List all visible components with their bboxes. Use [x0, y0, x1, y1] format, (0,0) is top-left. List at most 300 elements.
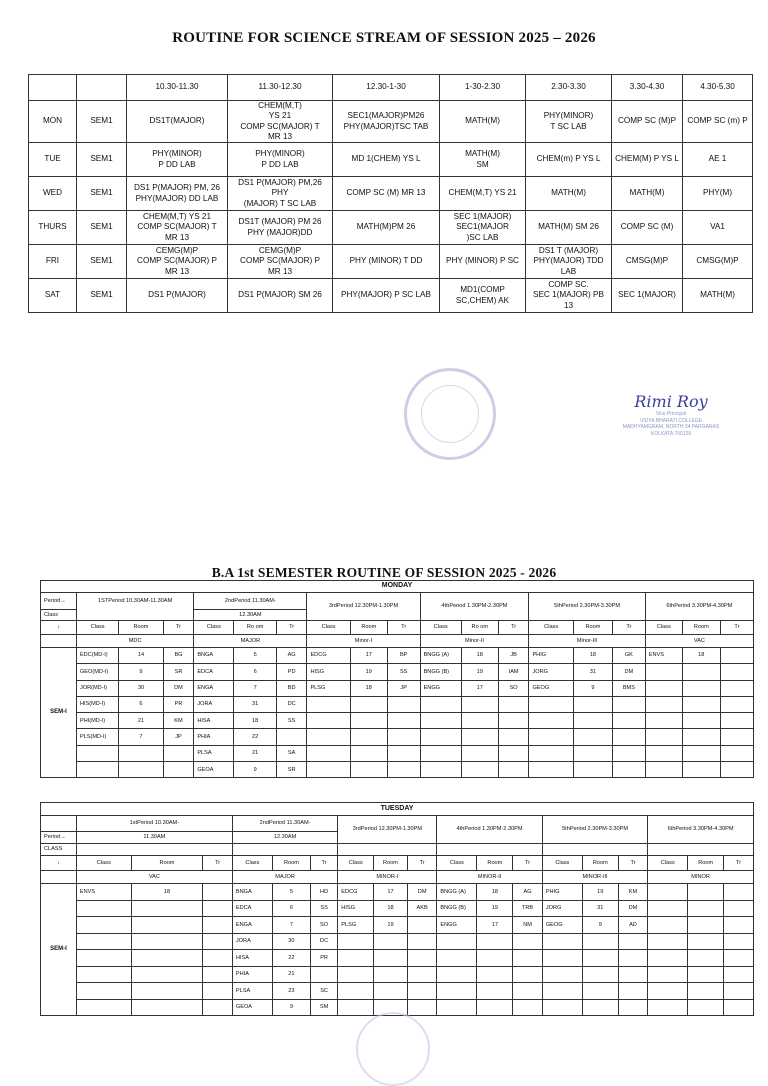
table-cell: 19 — [582, 884, 618, 901]
table-cell: HISG — [338, 900, 374, 917]
table-cell — [645, 713, 682, 729]
table-cell: JOR(MD-I) — [76, 680, 118, 696]
table-cell — [76, 999, 131, 1016]
class-cell: PHY(MINOR) T SC LAB — [526, 101, 612, 143]
signature-block — [596, 392, 746, 437]
column-head: Class — [194, 621, 234, 635]
table-cell — [203, 917, 233, 934]
table-cell: HISG — [307, 664, 350, 680]
table-cell — [310, 966, 337, 983]
table-cell — [131, 999, 203, 1016]
column-head: Tr — [618, 856, 648, 871]
semester-cell: SEM1 — [77, 279, 127, 313]
class-cell: MATH(M) — [683, 279, 753, 313]
table-cell: KM — [618, 884, 648, 901]
table-cell — [529, 713, 573, 729]
table-cell: 6 — [119, 696, 163, 712]
class-cell: CMSG(M)P — [612, 245, 683, 279]
class-cell: SEC 1(MAJOR) — [612, 279, 683, 313]
science-table-body — [29, 101, 753, 313]
table-cell: 21 — [119, 713, 163, 729]
tuesday-routine-table — [40, 802, 754, 1016]
table-cell: BNGG (B) — [437, 900, 477, 917]
table-cell — [582, 933, 618, 950]
table-cell: PLS(MD-I) — [76, 729, 118, 745]
table-cell — [618, 933, 648, 950]
period-2-heading: 2ndPeriod 11.30AM- — [232, 816, 337, 832]
table-cell — [682, 713, 720, 729]
table-cell: 7 — [119, 729, 163, 745]
table-cell — [498, 713, 529, 729]
day-cell: THURS — [29, 211, 77, 245]
table-cell — [338, 999, 374, 1016]
table-cell — [648, 917, 688, 934]
table-cell: 21 — [272, 966, 310, 983]
table-cell — [131, 900, 203, 917]
class-cell: DS1 P(MAJOR) PM,26 PHY (MAJOR) T SC LAB — [228, 177, 333, 211]
column-head: Tr — [720, 621, 753, 635]
table-cell — [542, 933, 582, 950]
table-cell: 18 — [374, 900, 408, 917]
table-cell — [437, 966, 477, 983]
table-cell: 18 — [350, 680, 387, 696]
table-cell — [437, 983, 477, 1000]
table-cell — [437, 999, 477, 1016]
table-row — [41, 950, 754, 967]
table-cell: AD — [618, 917, 648, 934]
column-head: Tr — [407, 856, 437, 871]
table-cell: SS — [276, 713, 307, 729]
table-cell: PD — [276, 664, 307, 680]
science-row — [29, 245, 753, 279]
semester-cell: SEM1 — [77, 211, 127, 245]
table-cell: 23 — [272, 983, 310, 1000]
table-cell: 21 — [234, 745, 276, 761]
table-cell — [724, 933, 754, 950]
table-cell — [612, 729, 645, 745]
table-row — [41, 762, 754, 778]
table-cell: EDCG — [307, 648, 350, 664]
subject-group: MAJOR — [194, 635, 307, 648]
table-cell — [203, 983, 233, 1000]
table-cell — [645, 696, 682, 712]
table-cell: 6 — [234, 664, 276, 680]
table-cell: PR — [310, 950, 337, 967]
table-cell — [529, 762, 573, 778]
table-cell — [420, 696, 461, 712]
table-cell: 9 — [582, 917, 618, 934]
table-cell: AG — [513, 884, 543, 901]
class-cell: PHY(MINOR) P DD LAB — [127, 143, 228, 177]
science-header-cell — [29, 75, 77, 101]
table-cell — [338, 966, 374, 983]
table-cell: 18 — [131, 884, 203, 901]
table-cell — [338, 983, 374, 1000]
subject-group: VAC — [645, 635, 753, 648]
table-cell — [350, 713, 387, 729]
table-cell — [645, 680, 682, 696]
science-row — [29, 177, 753, 211]
period-4-heading: 4thPeriod 1.30PM-2.30PM — [420, 593, 529, 621]
science-row — [29, 143, 753, 177]
table-cell — [682, 680, 720, 696]
column-head: Tr — [310, 856, 337, 871]
table-cell — [437, 933, 477, 950]
table-cell — [461, 696, 498, 712]
table-row — [41, 917, 754, 934]
class-cell: DS1T (MAJOR) PM 26 PHY (MAJOR)DD — [228, 211, 333, 245]
class-cell: DS1T(MAJOR) — [127, 101, 228, 143]
table-cell — [513, 950, 543, 967]
semester-cell: SEM1 — [77, 245, 127, 279]
table-cell — [307, 762, 350, 778]
semester-cell: SEM1 — [77, 177, 127, 211]
table-cell — [648, 950, 688, 967]
table-cell: AKB — [407, 900, 437, 917]
table-cell — [573, 696, 612, 712]
table-cell — [374, 966, 408, 983]
table-cell: PR — [163, 696, 194, 712]
table-cell: 9 — [119, 664, 163, 680]
period-5-heading: 5thPeriod 2.30PM-3.30PM — [529, 593, 645, 621]
class-cell: MATH(M) — [612, 177, 683, 211]
period-2-heading-cont: 12.30AM — [194, 610, 307, 621]
table-cell: 9 — [272, 999, 310, 1016]
monday-routine-table — [40, 580, 754, 778]
table-cell — [648, 966, 688, 983]
column-head: Tr — [163, 621, 194, 635]
table-cell — [461, 713, 498, 729]
table-cell: PHIG — [542, 884, 582, 901]
table-cell — [131, 950, 203, 967]
column-head: Class — [76, 621, 118, 635]
table-cell — [513, 983, 543, 1000]
table-cell — [724, 917, 754, 934]
table-cell — [119, 745, 163, 761]
table-cell: 30 — [272, 933, 310, 950]
table-cell: SC — [310, 983, 337, 1000]
table-cell: BNGG (B) — [420, 664, 461, 680]
period-1-heading: 1stPeriod 10.30AM- — [76, 816, 232, 832]
table-cell: PHIA — [194, 729, 234, 745]
class-cell: COMP SC (M)P — [612, 101, 683, 143]
day-cell: FRI — [29, 245, 77, 279]
table-cell — [477, 966, 513, 983]
table-cell: 17 — [374, 884, 408, 901]
table-cell — [724, 884, 754, 901]
table-cell — [131, 933, 203, 950]
table-cell: HISA — [232, 950, 272, 967]
table-cell: PHIG — [529, 648, 573, 664]
table-cell — [688, 950, 724, 967]
table-cell — [276, 729, 307, 745]
class-cell: MD 1(CHEM) YS L — [333, 143, 440, 177]
table-row — [41, 729, 754, 745]
table-cell — [420, 729, 461, 745]
table-cell: 14 — [119, 648, 163, 664]
table-cell — [477, 983, 513, 1000]
column-head: Class — [645, 621, 682, 635]
table-cell — [612, 762, 645, 778]
table-cell: DC — [310, 933, 337, 950]
table-cell — [682, 745, 720, 761]
column-head: Tr — [276, 621, 307, 635]
period-label: Period→ — [41, 593, 77, 610]
table-cell — [76, 950, 131, 967]
column-head: Class — [542, 856, 582, 871]
table-cell: BP — [387, 648, 420, 664]
column-head: Tr — [203, 856, 233, 871]
semester-cell: SEM-I — [41, 648, 77, 778]
signature: Rimi Roy — [634, 392, 708, 411]
table-cell — [582, 966, 618, 983]
table-cell — [648, 933, 688, 950]
table-cell: KM — [163, 713, 194, 729]
table-cell — [387, 696, 420, 712]
table-cell — [618, 966, 648, 983]
column-head: Room — [131, 856, 203, 871]
college-seal — [404, 368, 496, 460]
table-cell — [387, 713, 420, 729]
table-cell — [682, 762, 720, 778]
period-5-heading: 5thPeriod 2.30PM-3.30PM — [542, 816, 647, 844]
table-cell — [437, 950, 477, 967]
column-head: Tr — [387, 621, 420, 635]
table-cell — [407, 999, 437, 1016]
table-cell — [407, 933, 437, 950]
column-head: Class — [420, 621, 461, 635]
table-cell — [131, 983, 203, 1000]
subject-group: MINOR — [648, 871, 754, 884]
table-cell: SM — [310, 999, 337, 1016]
science-header-row — [29, 75, 753, 101]
column-head: Class — [648, 856, 688, 871]
class-cell: CHEM(M) P YS L — [612, 143, 683, 177]
science-header-cell — [77, 75, 127, 101]
science-header-cell: 11.30-12.30 — [228, 75, 333, 101]
table-cell: BNGA — [232, 884, 272, 901]
table-cell — [618, 983, 648, 1000]
table-cell: 22 — [234, 729, 276, 745]
table-cell — [131, 917, 203, 934]
table-cell — [648, 884, 688, 901]
table-cell — [307, 696, 350, 712]
column-head: Class — [338, 856, 374, 871]
day-cell: MON — [29, 101, 77, 143]
table-cell: ENVS — [645, 648, 682, 664]
table-cell — [688, 884, 724, 901]
table-cell — [338, 950, 374, 967]
table-cell: TRB — [513, 900, 543, 917]
column-head: Class — [232, 856, 272, 871]
period-2-heading: 2ndPeriod 11.30AM- — [194, 593, 307, 610]
table-cell — [688, 999, 724, 1016]
table-cell: 17 — [461, 680, 498, 696]
signature-line: Vice Principal — [655, 411, 687, 417]
table-cell: SA — [276, 745, 307, 761]
table-cell: 31 — [234, 696, 276, 712]
table-cell: 19 — [477, 900, 513, 917]
class-cell: CEMG(M)P COMP SC(MAJOR) P MR 13 — [127, 245, 228, 279]
table-cell — [688, 983, 724, 1000]
period-1-heading: 1STPeriod 10.30AM-11.30AM — [76, 593, 193, 610]
table-cell — [477, 999, 513, 1016]
table-cell — [720, 762, 753, 778]
column-head: Room — [374, 856, 408, 871]
table-cell — [119, 762, 163, 778]
table-cell — [350, 729, 387, 745]
table-cell — [307, 713, 350, 729]
table-cell: JORA — [194, 696, 234, 712]
table-cell — [203, 950, 233, 967]
table-cell — [529, 745, 573, 761]
table-cell — [645, 664, 682, 680]
class-cell: COMP SC. SEC 1(MAJOR) PB 13 — [526, 279, 612, 313]
table-cell: BG — [163, 648, 194, 664]
table-cell: 7 — [234, 680, 276, 696]
table-cell — [542, 983, 582, 1000]
column-head: Room — [582, 856, 618, 871]
table-cell: ENGA — [232, 917, 272, 934]
column-head: Room — [350, 621, 387, 635]
class-cell: MATH(M) SM 26 — [526, 211, 612, 245]
class-label: CLASS — [41, 844, 77, 856]
class-cell: DS1 P(MAJOR) SM 26 — [228, 279, 333, 313]
table-cell — [76, 983, 131, 1000]
column-head: Room — [573, 621, 612, 635]
table-cell: GEOA — [194, 762, 234, 778]
table-cell: PLSA — [194, 745, 234, 761]
table-cell — [76, 917, 131, 934]
table-cell — [350, 696, 387, 712]
table-cell: 17 — [350, 648, 387, 664]
table-cell — [374, 950, 408, 967]
table-cell — [648, 983, 688, 1000]
table-cell — [573, 762, 612, 778]
table-cell — [582, 983, 618, 1000]
table-cell: HD — [310, 884, 337, 901]
table-cell: 18 — [234, 713, 276, 729]
table-cell — [645, 745, 682, 761]
table-cell — [720, 648, 753, 664]
table-cell: 22 — [272, 950, 310, 967]
table-cell: 19 — [374, 917, 408, 934]
class-cell: PHY (MINOR) P SC — [440, 245, 526, 279]
column-head: Class — [529, 621, 573, 635]
table-cell: BD — [276, 680, 307, 696]
table-cell — [203, 966, 233, 983]
table-row — [41, 745, 754, 761]
table-cell — [513, 966, 543, 983]
column-head: Ro om — [461, 621, 498, 635]
table-cell: 5 — [272, 884, 310, 901]
column-head: Room — [272, 856, 310, 871]
table-cell — [542, 966, 582, 983]
science-header-cell: 10.30-11.30 — [127, 75, 228, 101]
subject-group: VAC — [76, 871, 232, 884]
table-cell: EDCA — [232, 900, 272, 917]
table-cell — [648, 900, 688, 917]
science-routine-title: ROUTINE FOR SCIENCE STREAM OF SESSION 2025 – 2026 — [172, 30, 596, 46]
table-cell — [163, 745, 194, 761]
table-cell — [461, 745, 498, 761]
table-cell: JB — [498, 648, 529, 664]
table-cell — [350, 762, 387, 778]
class-cell: DS1 T (MAJOR) PHY(MAJOR) TDD LAB — [526, 245, 612, 279]
science-row — [29, 211, 753, 245]
table-cell: NM — [513, 917, 543, 934]
table-cell: 5 — [234, 648, 276, 664]
semester-cell: SEM1 — [77, 143, 127, 177]
table-cell — [542, 950, 582, 967]
table-cell — [648, 999, 688, 1016]
class-cell: CEMG(M)P COMP SC(MAJOR) P MR 13 — [228, 245, 333, 279]
class-cell: MATH(M) SM — [440, 143, 526, 177]
table-cell: GEOG — [542, 917, 582, 934]
subject-group: MAJOR — [232, 871, 337, 884]
table-cell: SO — [310, 917, 337, 934]
table-cell — [131, 966, 203, 983]
table-cell — [498, 729, 529, 745]
semester-cell: SEM1 — [77, 101, 127, 143]
class-cell: MD1(COMP SC,CHEM) AK — [440, 279, 526, 313]
table-cell — [420, 745, 461, 761]
table-cell: BNGG (A) — [437, 884, 477, 901]
column-head: Tr — [724, 856, 754, 871]
day-cell: SAT — [29, 279, 77, 313]
table-cell: PLSA — [232, 983, 272, 1000]
table-cell — [582, 950, 618, 967]
table-cell — [724, 983, 754, 1000]
class-cell: CMSG(M)P — [683, 245, 753, 279]
science-header-cell: 4.30-5.30 — [683, 75, 753, 101]
table-cell — [612, 713, 645, 729]
table-cell: EDCG — [338, 884, 374, 901]
science-header-cell: 2.30-3.30 — [526, 75, 612, 101]
table-cell — [573, 729, 612, 745]
table-cell — [163, 762, 194, 778]
table-cell: GK — [612, 648, 645, 664]
table-cell — [461, 729, 498, 745]
table-row — [41, 884, 754, 901]
subject-group: Minor-II — [420, 635, 529, 648]
table-cell: 30 — [119, 680, 163, 696]
table-cell — [529, 696, 573, 712]
table-cell — [407, 950, 437, 967]
table-cell: PHI(MD-I) — [76, 713, 118, 729]
table-cell — [307, 745, 350, 761]
table-cell — [513, 999, 543, 1016]
monday-table-body — [41, 648, 754, 778]
table-cell — [203, 900, 233, 917]
table-cell: ENGA — [194, 680, 234, 696]
table-cell: GEOG — [529, 680, 573, 696]
table-cell — [645, 762, 682, 778]
science-row — [29, 101, 753, 143]
period-label: Period→ — [41, 832, 77, 844]
table-cell: EDCA — [194, 664, 234, 680]
table-row — [41, 966, 754, 983]
column-head: Room — [682, 621, 720, 635]
table-row — [41, 983, 754, 1000]
table-cell: HISA — [194, 713, 234, 729]
table-row — [41, 648, 754, 664]
class-cell: CHEM(M,T) YS 21 COMP SC(MAJOR) T MR 13 — [127, 211, 228, 245]
table-cell — [688, 900, 724, 917]
table-cell — [461, 762, 498, 778]
science-row — [29, 279, 753, 313]
class-cell: PHY(MAJOR) P SC LAB — [333, 279, 440, 313]
